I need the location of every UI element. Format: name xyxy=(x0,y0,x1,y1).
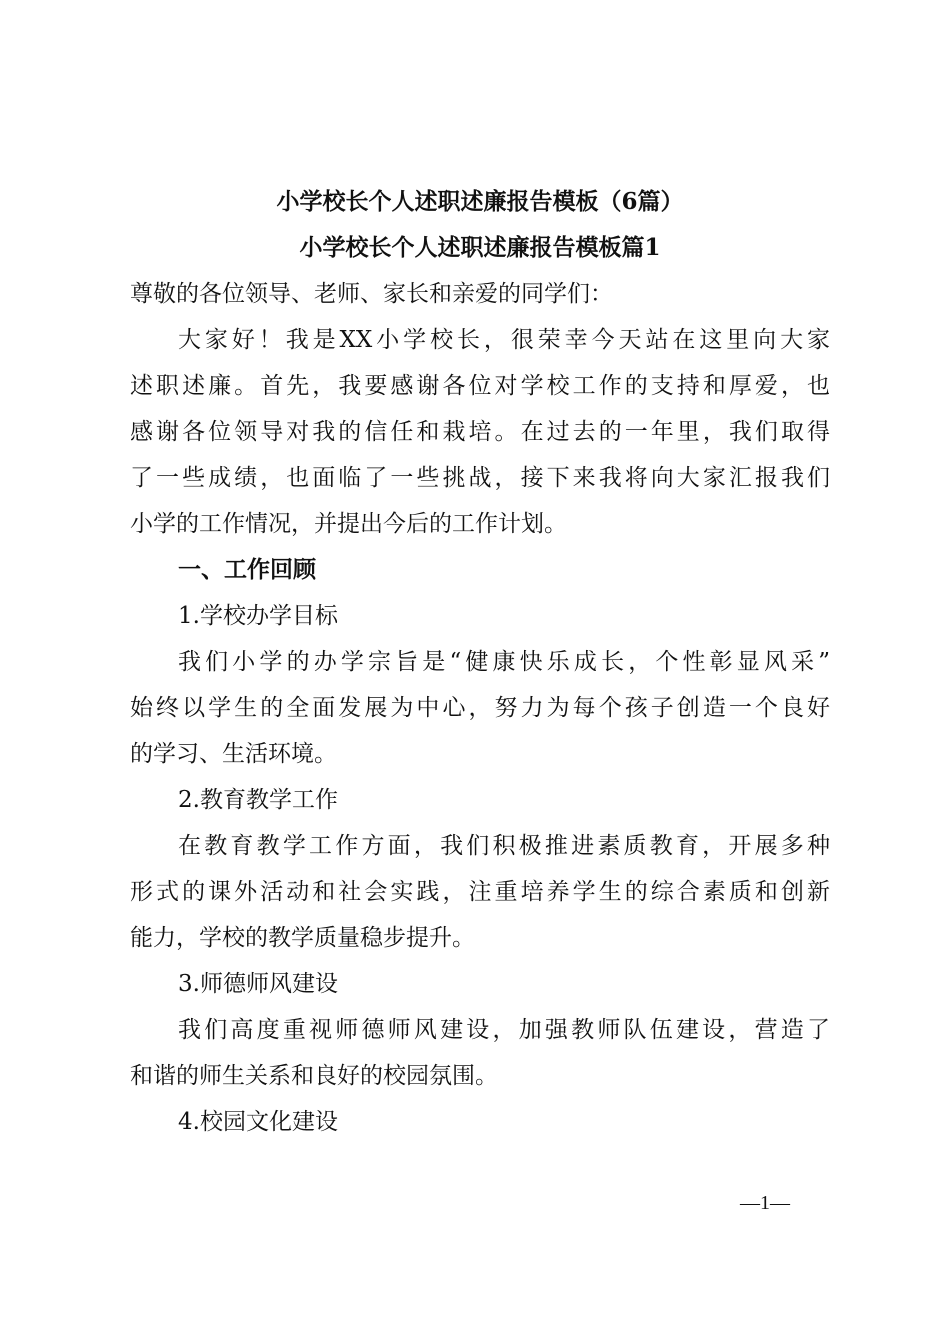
subsection-heading: 4.校园文化建设 xyxy=(178,1109,338,1135)
text-line: 的学习、生活环境。 xyxy=(130,741,337,767)
text-line: 了一些成绩，也面临了一些挑战，接下来我将向大家汇报我们 xyxy=(130,465,830,491)
section-heading: 一、工作回顾 xyxy=(178,556,316,583)
subsection-heading: 3.师德师风建设 xyxy=(178,971,338,997)
text-line: 大家好！我是XX小学校长，很荣幸今天站在这里向大家 xyxy=(178,327,830,353)
text-line: 我们小学的办学宗旨是“健康快乐成长，个性彰显风采” xyxy=(178,649,830,675)
document-page xyxy=(130,179,830,1145)
text-line: 形式的课外活动和社会实践，注重培养学生的综合素质和创新 xyxy=(130,879,830,905)
subsection-heading: 2.教育教学工作 xyxy=(178,787,338,813)
text-line: 能力，学校的教学质量稳步提升。 xyxy=(130,925,475,951)
document-subtitle: 小学校长个人述职述廉报告模板篇1 xyxy=(299,234,661,261)
text-line: 小学的工作情况，并提出今后的工作计划。 xyxy=(130,511,567,537)
text-line: 感谢各位领导对我的信任和栽培。在过去的一年里，我们取得 xyxy=(130,419,830,445)
document-title: 小学校长个人述职述廉报告模板（6篇） xyxy=(276,188,684,215)
subsection-heading: 1.学校办学目标 xyxy=(178,603,338,629)
text-line: 和谐的师生关系和良好的校园氛围。 xyxy=(130,1063,498,1089)
text-line: 述职述廉。首先，我要感谢各位对学校工作的支持和厚爱，也 xyxy=(130,373,830,399)
text-line: 始终以学生的全面发展为中心，努力为每个孩子创造一个良好 xyxy=(130,695,830,721)
salutation: 尊敬的各位领导、老师、家长和亲爱的同学们： xyxy=(130,281,613,307)
page-number: —1— xyxy=(740,1192,790,1214)
text-line: 在教育教学工作方面，我们积极推进素质教育，开展多种 xyxy=(178,833,830,859)
text-line: 我们高度重视师德师风建设，加强教师队伍建设，营造了 xyxy=(178,1017,830,1043)
